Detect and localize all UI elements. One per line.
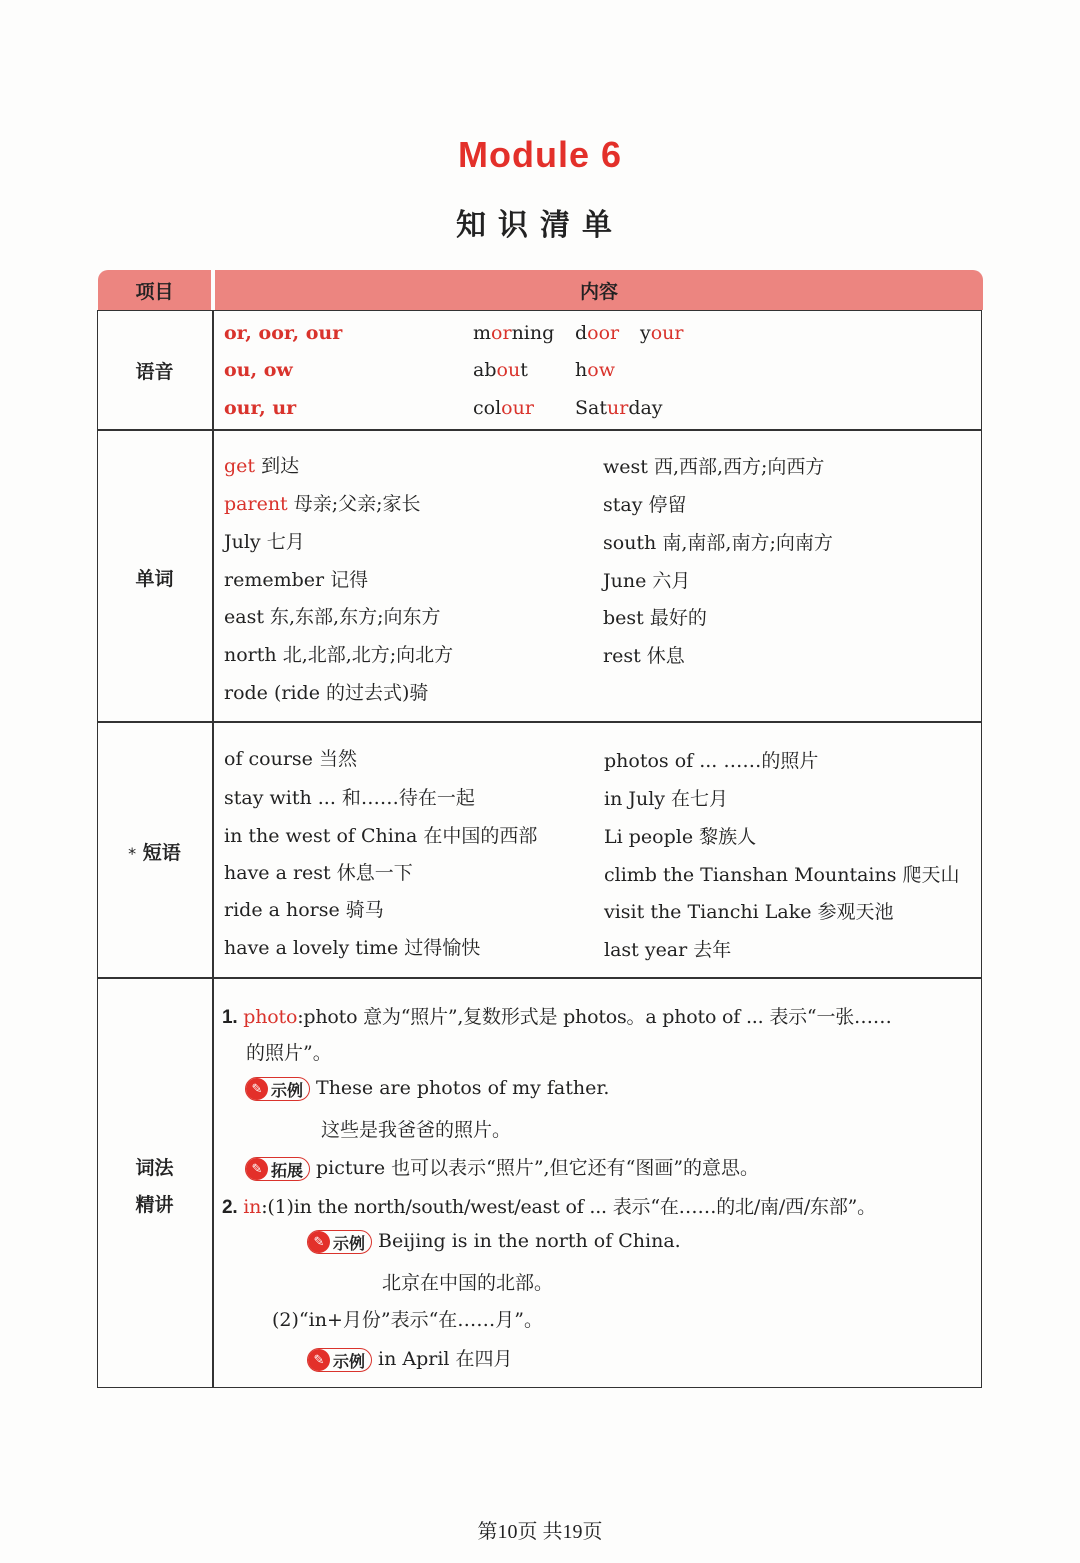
example-translation: 这些是我爸爸的照片。 <box>321 1119 512 1141</box>
phrase-item: photos of ... ……的照片 <box>604 750 819 772</box>
word-item: west 西,西部,西方;向西方 <box>603 456 825 478</box>
example-tag: ✎ 示例 <box>307 1230 372 1254</box>
word-item: get 到达 <box>224 455 300 477</box>
row-divider <box>97 721 982 723</box>
phonics-word: colour <box>473 397 534 419</box>
word-item: stay 停留 <box>603 494 687 516</box>
example-tag: ✎ 示例 <box>307 1348 372 1372</box>
usage-subpoint: (2)“in+月份”表示“在……月”。 <box>272 1309 544 1331</box>
phonics-word: morning <box>473 322 555 344</box>
example-tag: ✎ 示例 <box>245 1077 310 1101</box>
phonics-pattern: our, ur <box>224 397 297 419</box>
phonics-word: Saturday <box>575 397 663 419</box>
row-divider <box>97 429 982 431</box>
example-translation: 北京在中国的北部。 <box>382 1272 554 1294</box>
phrase-item: in July 在七月 <box>604 788 729 810</box>
usage-point-1: 1. photo:photo 意为“照片”,复数形式是 photos。a photo of ... 表示“一张…… <box>222 1006 892 1028</box>
section-label-usage-2: 精讲 <box>135 1194 174 1216</box>
word-item: remember 记得 <box>224 569 369 591</box>
phonics-word: about <box>473 359 528 381</box>
phrase-item: have a rest 休息一下 <box>224 862 413 884</box>
section-label-phrases: * 短语 <box>128 842 181 864</box>
usage-text: 的照片”。 <box>246 1042 332 1064</box>
phonics-pattern: or, oor, our <box>224 322 343 344</box>
phrase-item: Li people 黎族人 <box>604 826 757 848</box>
pen-icon: ✎ <box>246 1158 268 1180</box>
phonics-word: door <box>575 322 620 344</box>
phrase-item: last year 去年 <box>604 939 732 961</box>
module-title: Module 6 <box>457 134 622 175</box>
word-item: July 七月 <box>224 531 305 553</box>
phrase-item: in the west of China 在中国的西部 <box>224 825 538 847</box>
usage-point-2: 2. in:(1)in the north/south/west/east of ... 表示“在……的北/南/西/东部”。 <box>222 1196 876 1218</box>
section-label-usage: 词法 <box>135 1157 174 1179</box>
word-item: south 南,南部,南方;向南方 <box>603 532 833 554</box>
pen-icon: ✎ <box>308 1231 330 1253</box>
pen-icon: ✎ <box>308 1349 330 1371</box>
phonics-word: your <box>640 322 684 344</box>
column-divider <box>212 310 214 1388</box>
pen-icon: ✎ <box>246 1078 268 1100</box>
word-item: parent 母亲;父亲;家长 <box>224 493 421 515</box>
phrase-item: have a lovely time 过得愉快 <box>224 937 481 959</box>
phonics-word: how <box>575 359 615 381</box>
phrase-item: ride a horse 骑马 <box>224 899 384 921</box>
page-footer: 第10页 共19页 <box>477 1521 603 1543</box>
word-item: June 六月 <box>603 570 691 592</box>
section-label-words: 单词 <box>135 568 174 590</box>
example-line: ✎ 示例 Beijing is in the north of China. <box>307 1230 681 1254</box>
word-item: rode (ride 的过去式)骑 <box>224 682 429 704</box>
phonics-pattern: ou, ow <box>224 359 293 381</box>
word-item: east 东,东部,东方;向东方 <box>224 606 441 628</box>
header-content-column: 内容 <box>215 270 983 310</box>
expand-tag: ✎ 拓展 <box>245 1157 310 1181</box>
phrase-item: of course 当然 <box>224 748 357 770</box>
example-line: ✎ 示例 These are photos of my father. <box>245 1077 609 1101</box>
word-item: best 最好的 <box>603 607 707 629</box>
word-item: rest 休息 <box>603 645 685 667</box>
page-subtitle: 知识清单 <box>456 208 624 243</box>
section-label-pronunciation: 语音 <box>135 361 174 383</box>
phrase-item: visit the Tianchi Lake 参观天池 <box>604 901 894 923</box>
expand-line: ✎ 拓展 picture 也可以表示“照片”,但它还有“图画”的意思。 <box>245 1153 759 1181</box>
row-divider <box>97 977 982 979</box>
phrase-item: climb the Tianshan Mountains 爬天山 <box>604 864 960 886</box>
phrase-item: stay with ... 和……待在一起 <box>224 787 475 809</box>
example-line: ✎ 示例 in April 在四月 <box>307 1344 513 1372</box>
header-item-column: 项目 <box>98 270 211 310</box>
word-item: north 北,北部,北方;向北方 <box>224 644 454 666</box>
